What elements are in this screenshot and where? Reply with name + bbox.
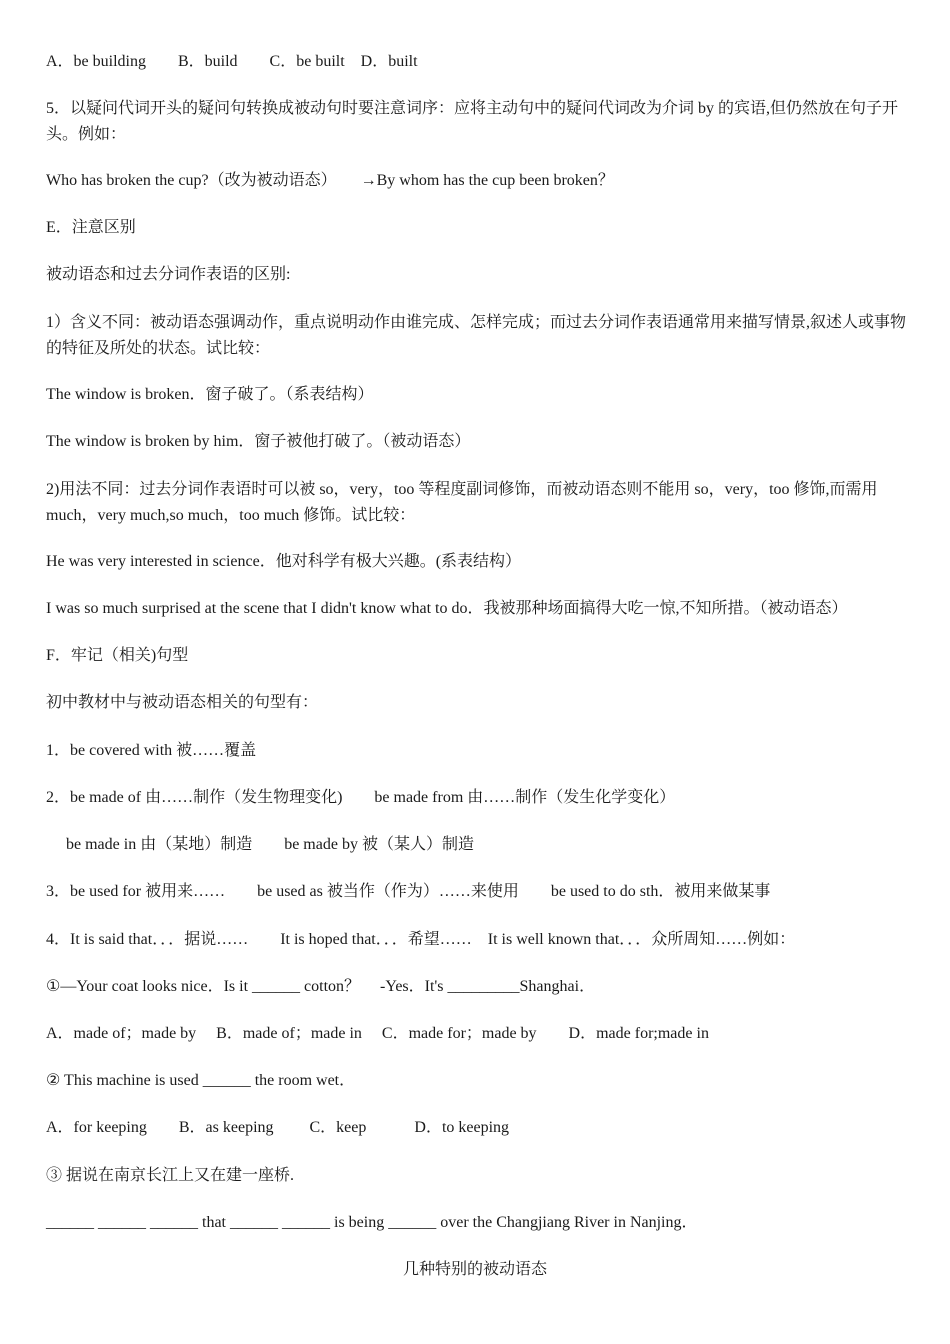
example-sentence: I was so much surprised at the scene that I didn't know what to do．我被那种场面搞得大吃一惊,不知所措。（被动语态） bbox=[46, 600, 848, 617]
pattern-item: 4．It is said that．．．据说…… It is hoped that．．．希望…… It is well known that．．．众所周知……例如： bbox=[46, 931, 796, 948]
example-sentence: He was very interested in science．他对科学有极大兴趣。(系表结构） bbox=[46, 553, 522, 570]
section-e-heading: E．注意区别 bbox=[46, 219, 136, 236]
exercise-question: ①—Your coat looks nice．Is it ______ cotton？ -Yes．It's _________Shanghai． bbox=[46, 978, 596, 995]
exercise-fill-blank: ______ ______ ______ that ______ ______ is being ______ over the Changjiang River in Nanjing． bbox=[46, 1214, 698, 1231]
example-sentence: Who has broken the cup?（改为被动语态） →By whom has the cup been broken？ bbox=[46, 172, 614, 189]
difference-2-paragraph: 2)用法不同：过去分词作表语时可以被 so，very，too 等程度副词修饰，而被动语态则不能用 so，very，too 修饰,而需用 much，very much,so much，too much 修饰。试比较： bbox=[46, 481, 878, 524]
section-f-heading: F．牢记（相关)句型 bbox=[46, 647, 189, 664]
pattern-item: 2．be made of 由……制作（发生物理变化) be made from 由……制作（发生化学变化） bbox=[46, 789, 676, 806]
pattern-item: 1．be covered with 被……覆盖 bbox=[46, 742, 257, 759]
example-sentence: The window is broken．窗子破了。（系表结构） bbox=[46, 386, 374, 403]
exercise-options: A．for keeping B．as keeping C．keep D．to keeping bbox=[46, 1119, 510, 1136]
pattern-item: be made in 由（某地）制造 be made by 被（某人）制造 bbox=[46, 836, 474, 853]
answer-options-line: A．be building B．build C．be built D．built bbox=[46, 53, 418, 70]
exercise-question: ③ 据说在南京长江上又在建一座桥. bbox=[46, 1167, 295, 1184]
subheading: 初中教材中与被动语态相关的句型有： bbox=[46, 694, 319, 711]
rule-5-paragraph: 5．以疑问代词开头的疑问句转换成被动句时要注意词序：应将主动句中的疑问代词改为介词 by 的宾语,但仍然放在句子开头。例如： bbox=[46, 100, 899, 143]
example-sentence: The window is broken by him．窗子被他打破了。（被动语态） bbox=[46, 433, 471, 450]
exercise-question: ② This machine is used ______ the room wet． bbox=[46, 1072, 356, 1089]
exercise-options: A．made of；made by B．made of；made in C．made for；made by D．made for;made in bbox=[46, 1025, 709, 1042]
subheading: 被动语态和过去分词作表语的区别: bbox=[46, 266, 291, 283]
pattern-item: 3．be used for 被用来…… be used as 被当作（作为）……来使用 be used to do sth．被用来做某事 bbox=[46, 883, 771, 900]
difference-1-paragraph: 1）含义不同：被动语态强调动作，重点说明动作由谁完成、怎样完成；而过去分词作表语通常用来描写情景,叙述人或事物的特征及所处的状态。试比较： bbox=[46, 314, 907, 357]
section-title: 几种特别的被动语态 bbox=[402, 1261, 547, 1278]
